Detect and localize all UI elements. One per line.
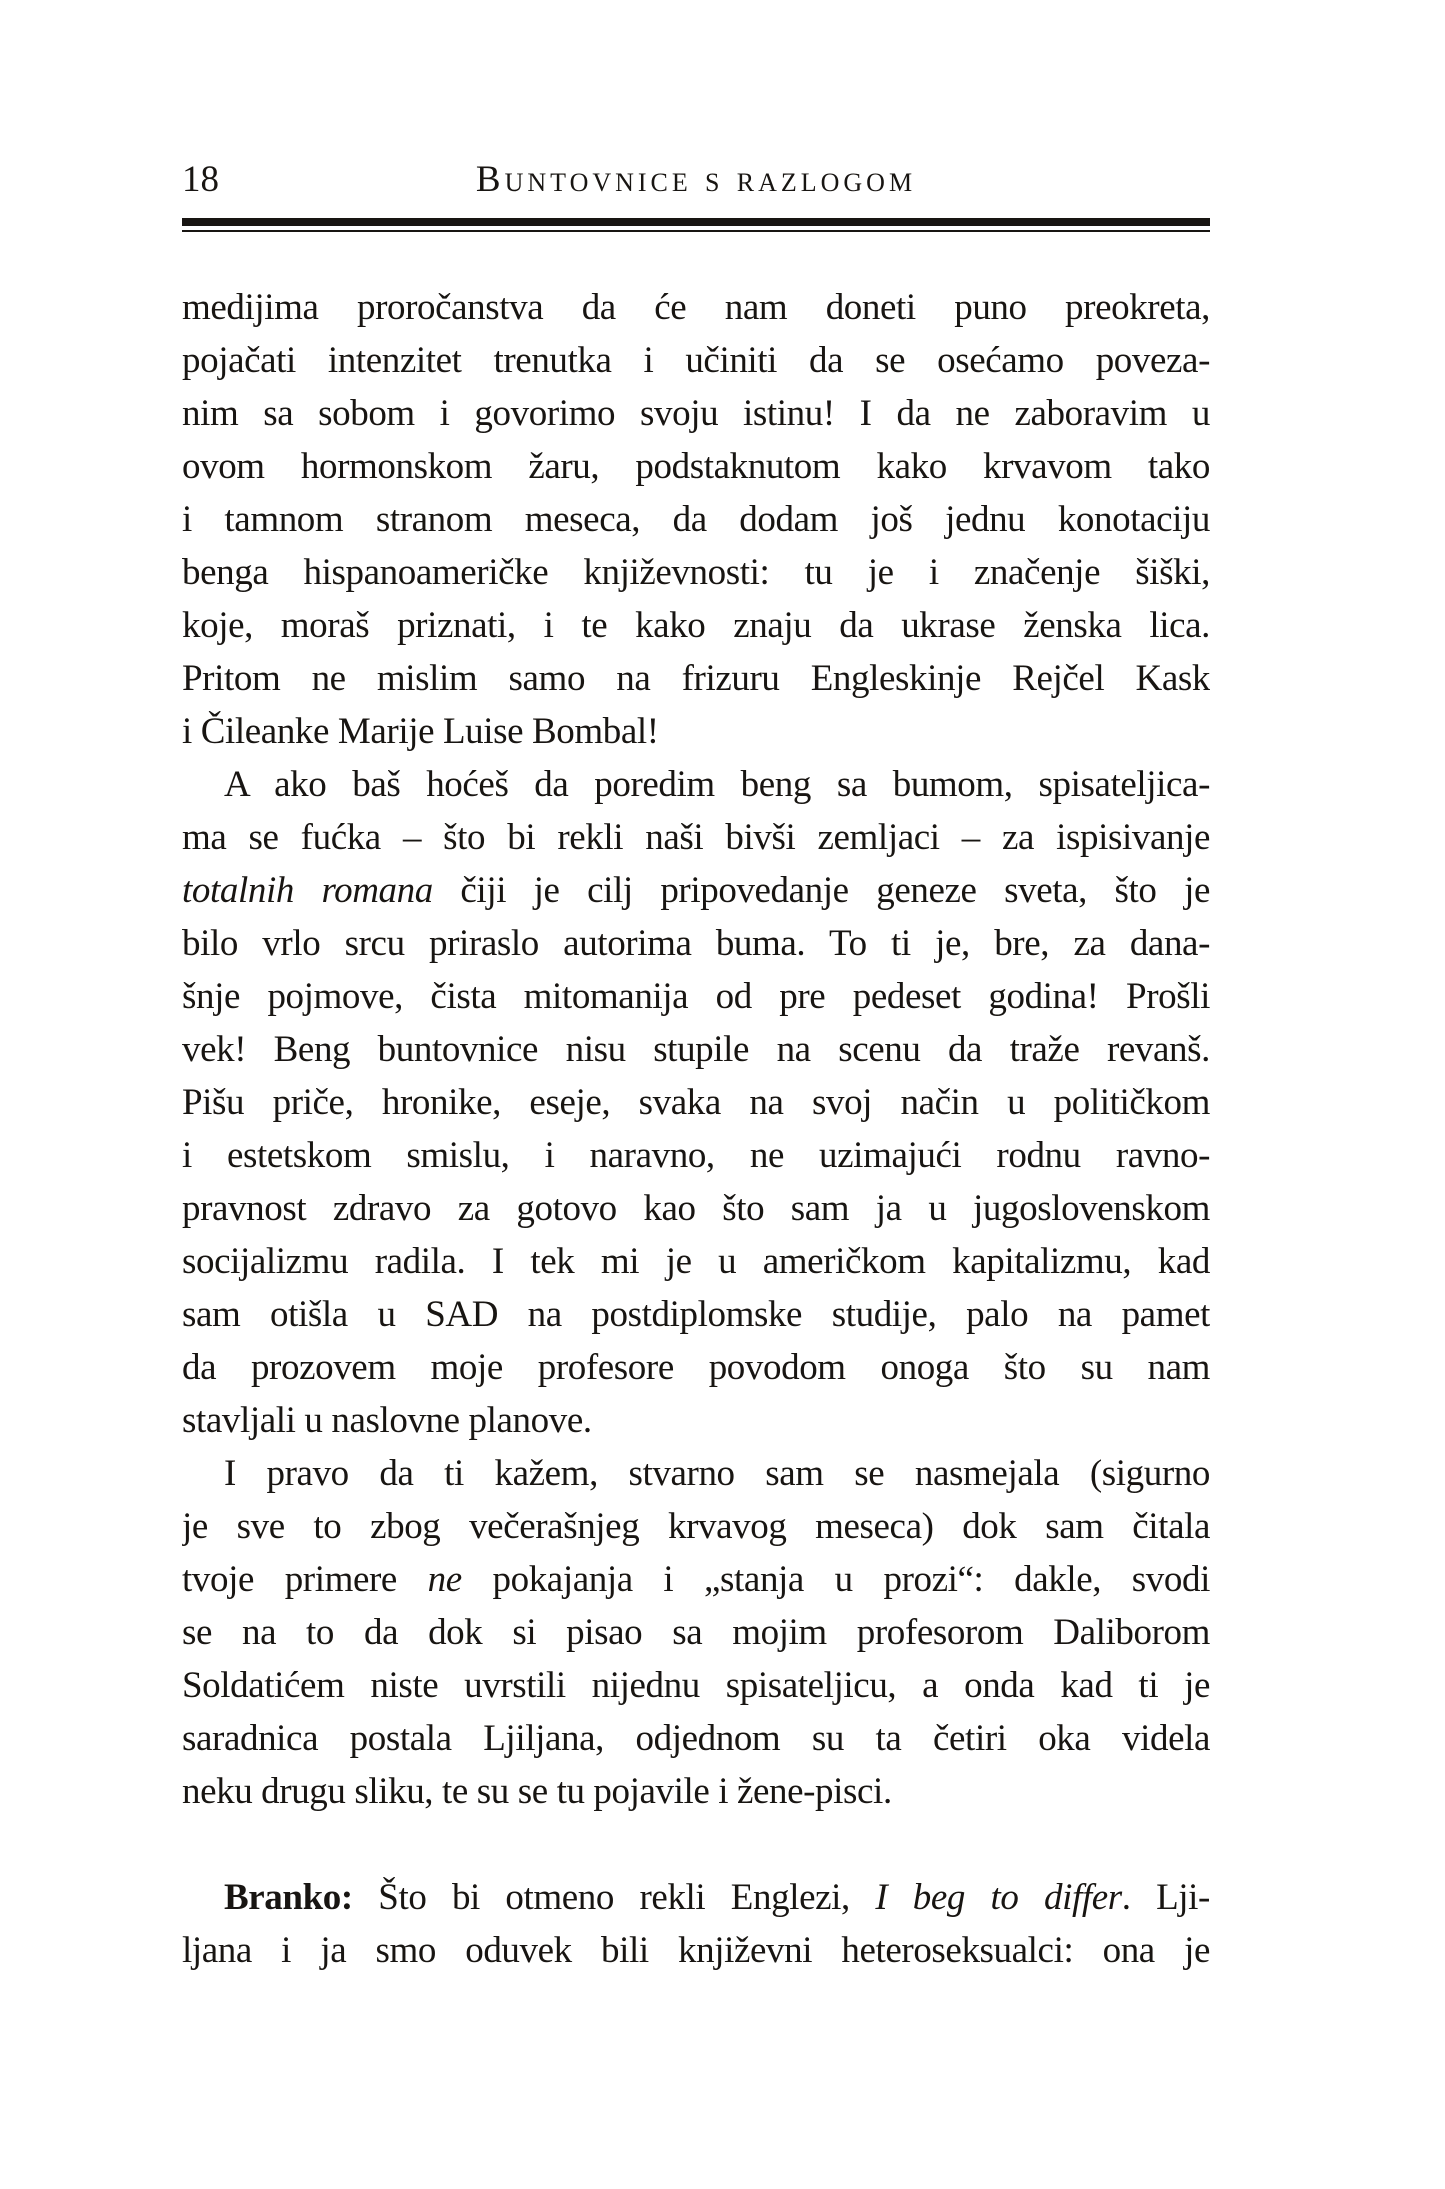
text-line (182, 1235, 1210, 1288)
text-segment: ma se fućka – što bi rekli naši bivši zemljaci – za ispisivanje (182, 817, 1210, 858)
text-line (182, 1659, 1210, 1712)
text-segment: Soldatićem niste uvrstili nijednu spisateljicu, a onda kad ti je (182, 1665, 1210, 1706)
body-text (182, 281, 1210, 1977)
text-line (182, 1341, 1210, 1394)
text-segment: ljana i ja smo oduvek bili književni heteroseksualci: ona je (182, 1930, 1210, 1971)
text-line (182, 652, 1210, 705)
text-line (182, 1023, 1210, 1076)
italic-text: I beg to differ (875, 1877, 1122, 1918)
text-segment: socijalizmu radila. I tek mi je u američkom kapitalizmu, kad (182, 1241, 1210, 1282)
text-line (182, 440, 1210, 493)
text-segment: benga hispanoameričke književnosti: tu je i značenje šiški, (182, 552, 1210, 593)
text-line (182, 1182, 1210, 1235)
text-line (182, 1765, 1210, 1818)
text-segment: stavljali u naslovne planove. (182, 1400, 592, 1441)
text-line (182, 599, 1210, 652)
text-segment: I pravo da ti kažem, stvarno sam se nasmejala (sigurno (224, 1453, 1210, 1494)
text-segment: i estetskom smislu, i naravno, ne uzimajući rodnu ravno- (182, 1135, 1210, 1176)
text-line (182, 1606, 1210, 1659)
text-segment: Što bi otmeno rekli Englezi, (352, 1877, 876, 1918)
text-line (182, 811, 1210, 864)
text-line (182, 758, 1210, 811)
text-segment: se na to da dok si pisao sa mojim profesorom Daliborom (182, 1612, 1210, 1653)
text-segment: da prozovem moje profesore povodom onoga što su nam (182, 1347, 1210, 1388)
text-segment: pravnost zdravo za gotovo kao što sam ja u jugoslovenskom (182, 1188, 1210, 1229)
text-line (182, 387, 1210, 440)
text-segment: sam otišla u SAD na postdiplomske studije, palo na pamet (182, 1294, 1210, 1335)
text-segment: A ako baš hoćeš da poredim beng sa bumom, spisateljica- (224, 764, 1210, 805)
text-line (182, 334, 1210, 387)
page-number: 18 (182, 159, 219, 200)
text-segment: ovom hormonskom žaru, podstaknutom kako krvavom tako (182, 446, 1210, 487)
paragraph (182, 758, 1210, 1447)
text-line (182, 1394, 1210, 1447)
text-line (182, 864, 1210, 917)
paragraph (182, 281, 1210, 758)
bold-text: Branko: (224, 1877, 353, 1918)
italic-text: ne (427, 1559, 462, 1600)
italic-text: totalnih romana (182, 870, 433, 911)
running-title: Buntovnice s razlogom (475, 159, 917, 200)
text-line (182, 705, 1210, 758)
text-line (182, 970, 1210, 1023)
text-segment: i tamnom stranom meseca, da dodam još jednu konotaciju (182, 499, 1210, 540)
text-line (182, 281, 1210, 334)
text-segment: bilo vrlo srcu priraslo autorima buma. To ti je, bre, za dana- (182, 923, 1210, 964)
text-line (182, 1076, 1210, 1129)
text-line (182, 1447, 1210, 1500)
text-segment: pojačati intenzitet trenutka i učiniti da se osećamo poveza- (182, 340, 1210, 381)
text-line (182, 1129, 1210, 1182)
text-line (182, 1924, 1210, 1977)
text-segment: čiji je cilj pripovedanje geneze sveta, što je (432, 870, 1210, 911)
text-line (182, 1712, 1210, 1765)
text-line (182, 1553, 1210, 1606)
text-segment: Pišu priče, hronike, eseje, svaka na svoj način u političkom (182, 1082, 1210, 1123)
paragraph (182, 1447, 1210, 1818)
page-header (182, 150, 1210, 198)
paragraph (182, 1871, 1210, 1977)
text-line (182, 546, 1210, 599)
text-segment: vek! Beng buntovnice nisu stupile na scenu da traže revanš. (182, 1029, 1210, 1070)
text-line (182, 493, 1210, 546)
text-segment: tvoje primere (182, 1559, 428, 1600)
rule-thick-line (182, 218, 1210, 226)
text-segment: . Lji- (1121, 1877, 1210, 1918)
text-segment: je sve to zbog večerašnjeg krvavog meseca) dok sam čitala (182, 1506, 1210, 1547)
text-line (182, 1871, 1210, 1924)
text-segment: koje, moraš priznati, i te kako znaju da ukrase ženska lica. (182, 605, 1210, 646)
text-segment: Pritom ne mislim samo na frizuru Engleskinje Rejčel Kask (182, 658, 1210, 699)
text-segment: medijima proročanstva da će nam doneti puno preokreta, (182, 287, 1210, 328)
text-segment: saradnica postala Ljiljana, odjednom su ta četiri oka videla (182, 1718, 1210, 1759)
text-line (182, 917, 1210, 970)
header-rule (182, 218, 1210, 232)
text-line (182, 1500, 1210, 1553)
text-segment: neku drugu sliku, te su se tu pojavile i žene-pisci. (182, 1771, 892, 1812)
rule-thin-line (182, 230, 1210, 232)
text-segment: nim sa sobom i govorimo svoju istinu! I da ne zaboravim u (182, 393, 1210, 434)
text-segment: šnje pojmove, čista mitomanija od pre pedeset godina! Prošli (182, 976, 1210, 1017)
text-segment: i Čileanke Marije Luise Bombal! (182, 711, 659, 752)
text-segment: pokajanja i „stanja u prozi“: dakle, svodi (461, 1559, 1210, 1600)
text-line (182, 1288, 1210, 1341)
